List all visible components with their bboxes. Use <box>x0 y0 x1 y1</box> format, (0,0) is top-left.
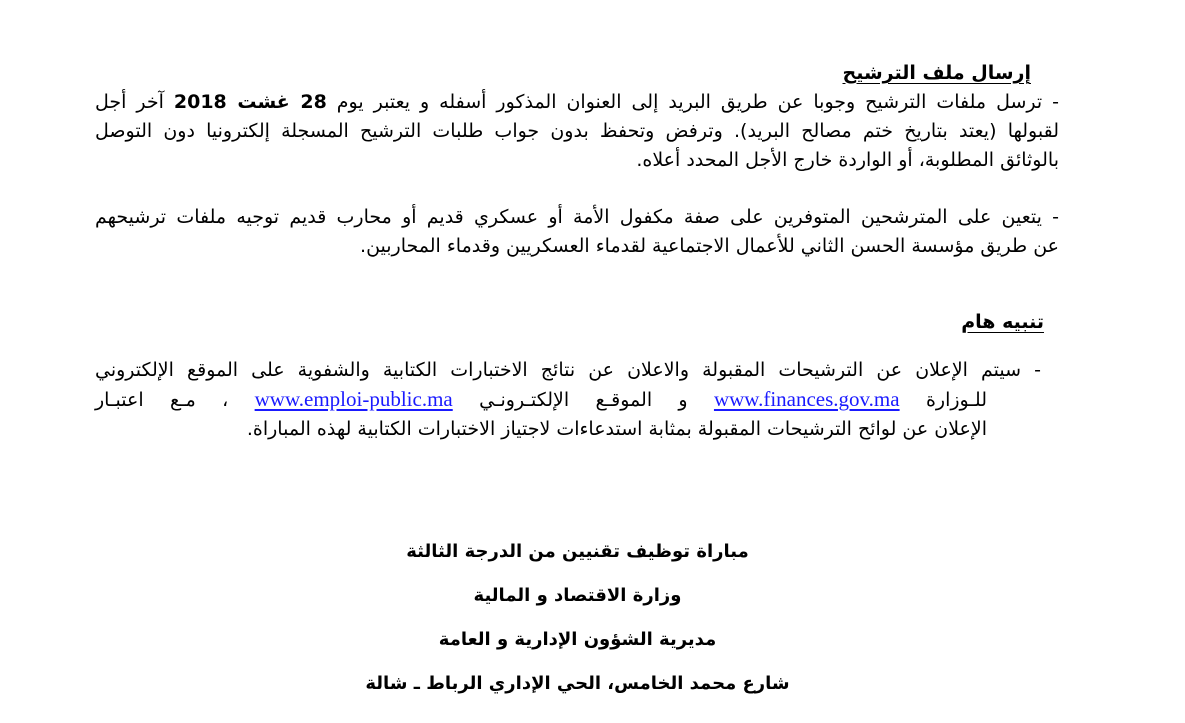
paragraph-line: لقبولها (يعتد بتاريخ ختم مصالح البريد). وترفض وتحفظ بدون جواب طلبات الترشيح المسجلة إلكترونيا دون التوصل <box>95 120 1059 142</box>
text-segment: للـوزارة <box>925 389 987 411</box>
address-line-street: شارع محمد الخامس، الحي الإداري الرباط ـ شالة <box>365 673 790 694</box>
section-heading-notice: تنبيه هام <box>961 311 1044 333</box>
paragraph-line: الإعلان عن لوائح الترشيحات المقبولة بمثابة استدعاءات لاجتياز الاختبارات الكتابية لهذه المباراة. <box>246 418 987 440</box>
address-line-ministry: وزارة الاقتصاد و المالية <box>473 585 682 606</box>
address-line-competition: مباراة توظيف تقنيين من الدرجة الثالثة <box>406 541 749 562</box>
paragraph-line <box>95 385 1041 415</box>
paragraph-line <box>95 88 1059 117</box>
paragraph-line: عن طريق مؤسسة الحسن الثاني للأعمال الاجتماعية لقدماء العسكريين وقدماء المحاربين. <box>360 235 1059 257</box>
section-heading-candidacy: إرسال ملف الترشيح <box>842 62 1031 84</box>
text-segment: - ترسل ملفات الترشيح وجوبا عن طريق البريد إلى العنوان المذكور أسفله و يعتبر يوم <box>336 91 1059 113</box>
paragraph-veterans <box>95 203 1059 261</box>
paragraph-notice <box>95 356 1041 444</box>
text-segment: آخر أجل <box>95 91 164 113</box>
paragraph-line: - يتعين على المترشحين المتوفرين على صفة مكفول الأمة أو عسكري قديم أو محارب قديم توجيه ملفات ترشيحهم <box>95 206 1059 228</box>
finances-website-link[interactable]: www.finances.gov.ma <box>713 387 900 411</box>
text-segment: و الموقـع الإلكتـرونـي <box>479 389 688 411</box>
paragraph-line: - سيتم الإعلان عن الترشيحات المقبولة والاعلان عن نتائج الاختبارات الكتابية والشفوية على الموقع الإلكتروني <box>95 359 1041 381</box>
paragraph-submission <box>95 88 1059 175</box>
emploi-public-website-link[interactable]: www.emploi-public.ma <box>254 387 453 411</box>
paragraph-line: بالوثائق المطلوبة، أو الواردة خارج الأجل المحدد أعلاه. <box>636 149 1059 171</box>
deadline-date: 28 غشت 2018 <box>173 91 327 113</box>
text-segment: ، مـع اعتبـار <box>95 389 229 411</box>
address-block <box>0 530 1185 706</box>
address-line-directorate: مديرية الشؤون الإدارية و العامة <box>438 629 717 650</box>
